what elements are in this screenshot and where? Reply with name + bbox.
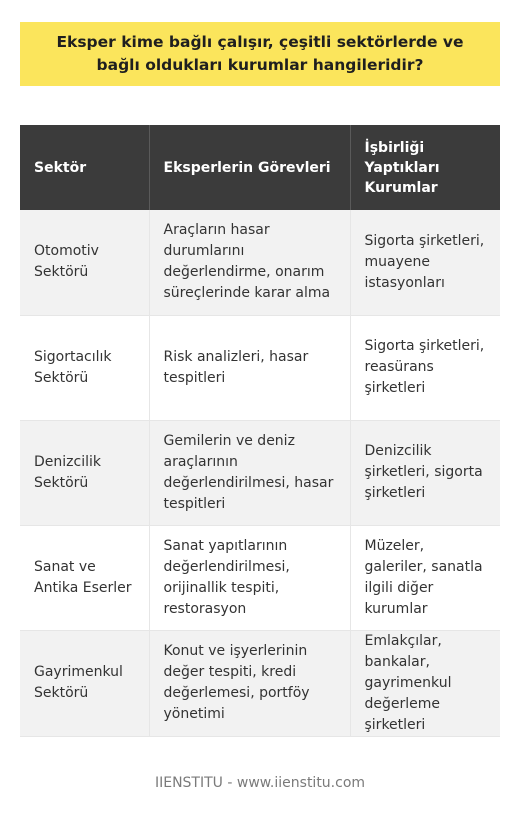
footer-credit: IIENSTITU - www.iienstitu.com <box>154 775 366 791</box>
table-row <box>20 210 500 315</box>
cell-institutions: Denizcilik şirketleri, sigorta şirketleri <box>350 420 500 525</box>
cell-sector: Sigortacılık Sektörü <box>20 315 149 420</box>
table-body <box>20 210 500 736</box>
table-header <box>20 125 500 210</box>
cell-sector: Denizcilik Sektörü <box>20 420 149 525</box>
cell-duties: Risk analizleri, hasar tespitleri <box>149 315 350 420</box>
cell-duties: Sanat yapıtlarının değerlendirilmesi, orijinallik tespiti, restorasyon <box>149 525 350 630</box>
cell-institutions: Sigorta şirketleri, muayene istasyonları <box>350 210 500 315</box>
table-row <box>20 420 500 525</box>
cell-sector: Sanat ve Antika Eserler <box>20 525 149 630</box>
sector-table <box>20 125 500 737</box>
cell-institutions: Müzeler, galeriler, sanatla ilgili diğer kurumlar <box>350 525 500 630</box>
cell-duties: Konut ve işyerlerinin değer tespiti, kredi değerlemesi, portföy yönetimi <box>149 630 350 736</box>
cell-duties: Araçların hasar durumlarını değerlendirme, onarım süreçlerinde karar alma <box>149 210 350 315</box>
column-header-duties: Eksperlerin Görevleri <box>149 125 350 210</box>
cell-duties: Gemilerin ve deniz araçlarının değerlendirilmesi, hasar tespitleri <box>149 420 350 525</box>
table-row <box>20 315 500 420</box>
page-title: Eksper kime bağlı çalışır, çeşitli sektörlerde ve bağlı oldukları kurumlar hangileridir? <box>56 33 464 74</box>
header-row <box>20 125 500 210</box>
cell-sector: Otomotiv Sektörü <box>20 210 149 315</box>
cell-sector: Gayrimenkul Sektörü <box>20 630 149 736</box>
cell-institutions: Sigorta şirketleri, reasürans şirketleri <box>350 315 500 420</box>
table-row <box>20 525 500 630</box>
title-banner <box>20 22 500 86</box>
column-header-institutions: İşbirliği Yaptıkları Kurumlar <box>350 125 500 210</box>
column-header-sector: Sektör <box>20 125 149 210</box>
cell-institutions: Emlakçılar, bankalar, gayrimenkul değerleme şirketleri <box>350 630 500 736</box>
table-row <box>20 630 500 736</box>
